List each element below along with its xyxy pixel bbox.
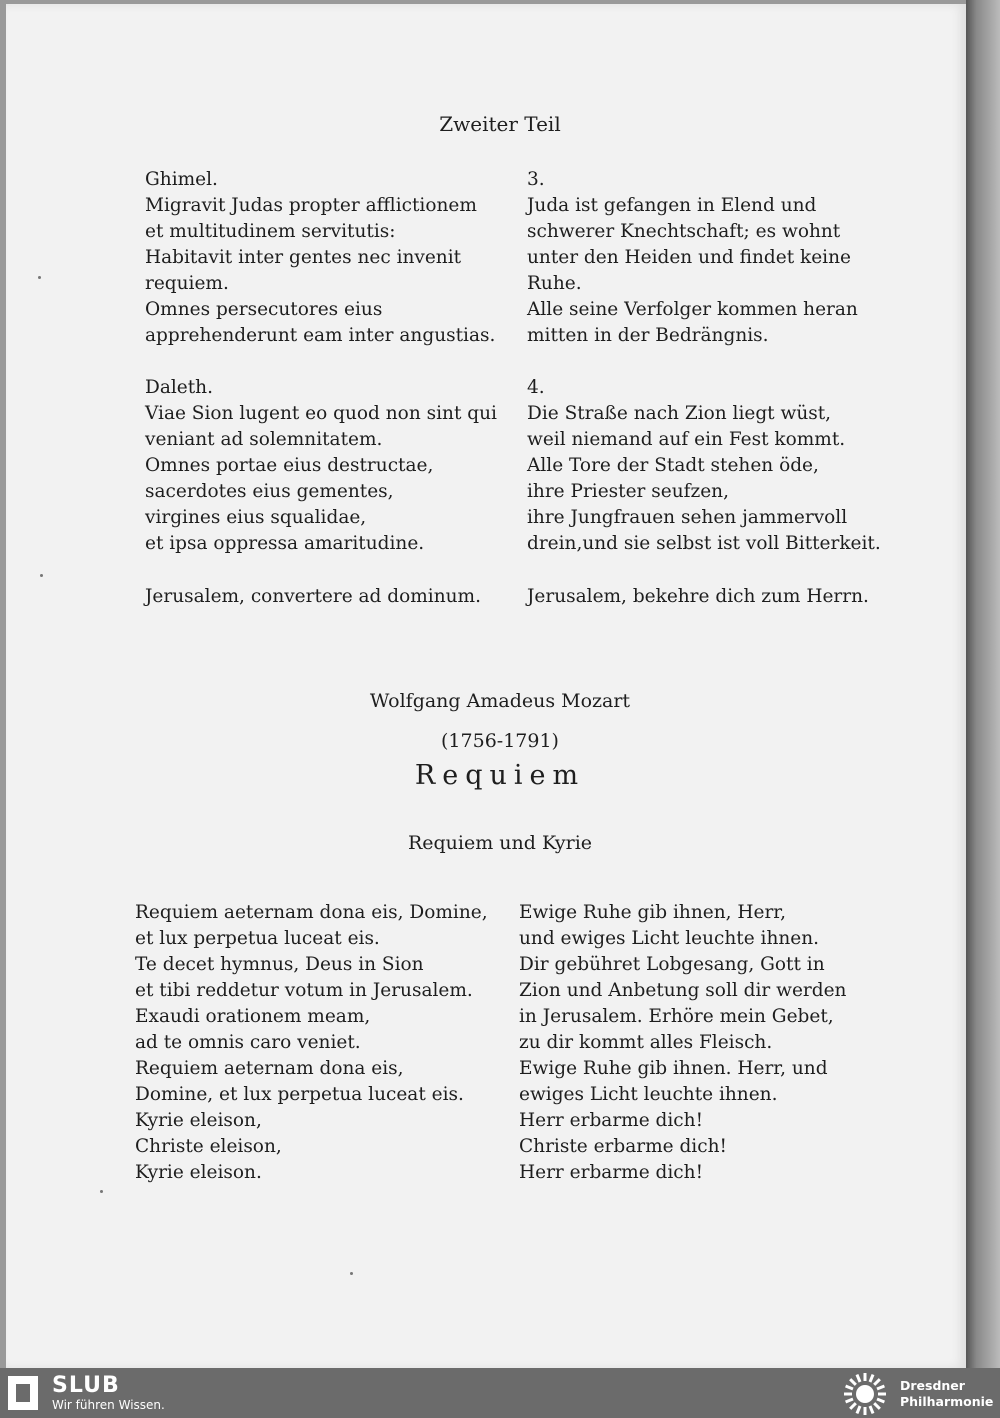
text-line: et lux perpetua luceat eis. bbox=[135, 928, 380, 949]
text-line: Kyrie eleison, bbox=[135, 1110, 262, 1131]
text-line: weil niemand auf ein Fest kommt. bbox=[527, 429, 846, 450]
text-line: ihre Priester seufzen, bbox=[527, 481, 729, 502]
movement-title: Requiem und Kyrie bbox=[407, 832, 593, 854]
slub-logo-icon bbox=[8, 1376, 38, 1410]
latin-stanza-ghimel bbox=[145, 167, 495, 349]
german-refrain bbox=[527, 584, 869, 610]
slub-tagline: Wir führen Wissen. bbox=[52, 1398, 165, 1412]
text-line: unter den Heiden und findet keine bbox=[527, 247, 851, 268]
text-line: Ewige Ruhe gib ihnen, Herr, bbox=[519, 902, 786, 923]
text-line: Ghimel. bbox=[145, 169, 218, 190]
philharmonie-name-line2: Philharmonie bbox=[900, 1394, 994, 1409]
text-line: Te decet hymnus, Deus in Sion bbox=[135, 954, 424, 975]
slub-logo-text: SLUB bbox=[52, 1373, 120, 1398]
text-line: et ipsa oppressa amaritudine. bbox=[145, 533, 425, 554]
text-line: Alle Tore der Stadt stehen öde, bbox=[527, 455, 819, 476]
text-line: veniant ad solemnitatem. bbox=[145, 429, 383, 450]
text-line: 4. bbox=[527, 377, 545, 398]
text-line: Jerusalem, convertere ad dominum. bbox=[145, 586, 481, 607]
text-line: Exaudi orationem meam, bbox=[135, 1006, 371, 1027]
text-line: Christe eleison, bbox=[135, 1136, 282, 1157]
philharmonie-logo-icon bbox=[842, 1371, 888, 1417]
philharmonie-name-line1: Dresdner bbox=[900, 1378, 965, 1393]
german-stanza-3 bbox=[527, 167, 858, 349]
text-line: Dir gebühret Lobgesang, Gott in bbox=[519, 954, 825, 975]
text-line: Herr erbarme dich! bbox=[519, 1162, 703, 1183]
text-line: Alle seine Verfolger kommen heran bbox=[527, 299, 858, 320]
text-line: virgines eius squalidae, bbox=[145, 507, 367, 528]
text-line: mitten in der Bedrängnis. bbox=[527, 325, 769, 346]
text-line: sacerdotes eius gementes, bbox=[145, 481, 394, 502]
text-line: Omnes portae eius destructae, bbox=[145, 455, 434, 476]
composer-name: Wolfgang Amadeus Mozart bbox=[369, 690, 631, 712]
text-line: Viae Sion lugent eo quod non sint qui bbox=[145, 403, 497, 424]
scan-speck bbox=[100, 1190, 103, 1193]
text-line: apprehenderunt eam inter angustias. bbox=[145, 325, 496, 346]
text-line: drein,und sie selbst ist voll Bitterkeit. bbox=[527, 533, 881, 554]
text-line: Herr erbarme dich! bbox=[519, 1110, 703, 1131]
scan-speck bbox=[350, 1272, 353, 1275]
text-line: Habitavit inter gentes nec invenit bbox=[145, 247, 462, 268]
text-line: Jerusalem, bekehre dich zum Herrn. bbox=[527, 586, 869, 607]
composer-dates: (1756-1791) bbox=[441, 730, 559, 752]
text-line: Kyrie eleison. bbox=[135, 1162, 262, 1183]
scan-speck bbox=[38, 276, 41, 279]
text-line: ewiges Licht leuchte ihnen. bbox=[519, 1084, 778, 1105]
text-line: schwerer Knechtschaft; es wohnt bbox=[527, 221, 841, 242]
page-gutter bbox=[966, 0, 1000, 1368]
text-line: und ewiges Licht leuchte ihnen. bbox=[519, 928, 820, 949]
latin-stanza-daleth bbox=[145, 375, 497, 557]
text-line: Juda ist gefangen in Elend und bbox=[527, 195, 817, 216]
text-line: Omnes persecutores eius bbox=[145, 299, 383, 320]
work-title: Requiem bbox=[414, 760, 586, 791]
text-line: et tibi reddetur votum in Jerusalem. bbox=[135, 980, 473, 1001]
text-line: ihre Jungfrauen sehen jammervoll bbox=[527, 507, 848, 528]
german-stanza-4 bbox=[527, 375, 881, 557]
text-line: Ruhe. bbox=[527, 273, 582, 294]
text-line: Daleth. bbox=[145, 377, 213, 398]
text-line: in Jerusalem. Erhöre mein Gebet, bbox=[519, 1006, 834, 1027]
text-line: Ewige Ruhe gib ihnen. Herr, und bbox=[519, 1058, 828, 1079]
text-line: zu dir kommt alles Fleisch. bbox=[519, 1032, 773, 1053]
section-title: Zweiter Teil bbox=[439, 112, 561, 136]
text-line: Domine, et lux perpetua luceat eis. bbox=[135, 1084, 464, 1105]
text-line: Zion und Anbetung soll dir werden bbox=[519, 980, 847, 1001]
latin-refrain bbox=[145, 584, 481, 610]
text-line: Requiem aeternam dona eis, bbox=[135, 1058, 404, 1079]
text-line: et multitudinem servitutis: bbox=[145, 221, 396, 242]
text-line: Requiem aeternam dona eis, Domine, bbox=[135, 902, 488, 923]
requiem-latin-text bbox=[135, 900, 488, 1186]
requiem-german-text bbox=[519, 900, 846, 1186]
text-line: Migravit Judas propter afflictionem bbox=[145, 195, 477, 216]
text-line: 3. bbox=[527, 169, 545, 190]
scan-speck bbox=[40, 574, 43, 577]
footer-bar bbox=[0, 1368, 1000, 1418]
text-line: Christe erbarme dich! bbox=[519, 1136, 727, 1157]
text-line: requiem. bbox=[145, 273, 229, 294]
text-line: ad te omnis caro veniet. bbox=[135, 1032, 361, 1053]
text-line: Die Straße nach Zion liegt wüst, bbox=[527, 403, 832, 424]
